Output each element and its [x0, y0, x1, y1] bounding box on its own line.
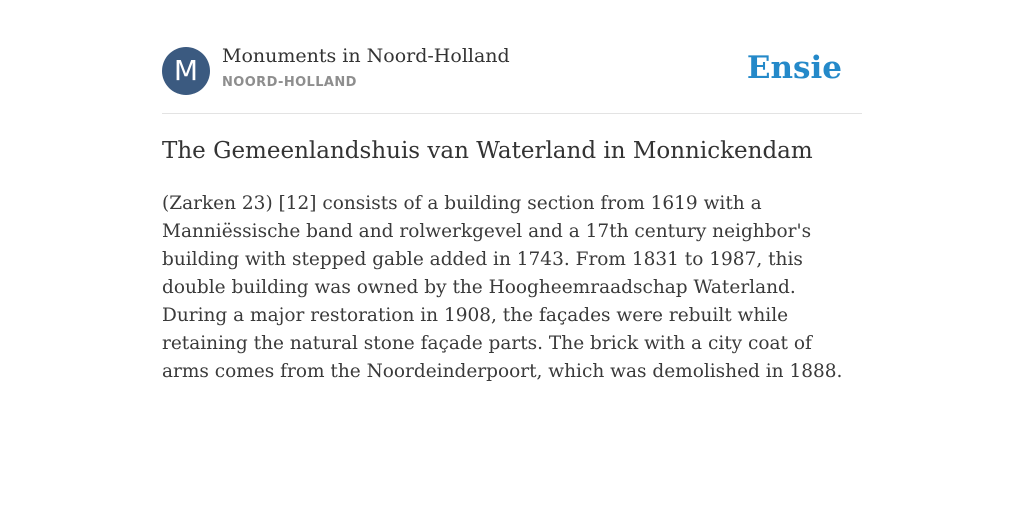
article-body: (Zarken 23) [12] consists of a building section from 1619 with a Manniëssische band and rolwerkgevel and a 17th century neighbor's building with stepped gable added in 1743. From 1831 to 1987, this double building was owned by the Hoogheemraadschap Waterland. During a major restoration in 1908, the façades were rebuilt while retaining the natural stone façade parts. The brick with a city coat of arms comes from the Noordeinderpoort, which was demolished in 1888. — [162, 193, 843, 382]
card-header — [162, 0, 862, 114]
source-subtitle: NOORD-HOLLAND — [222, 75, 357, 90]
avatar[interactable]: M — [162, 47, 210, 95]
ensie-logo[interactable]: Ensie — [746, 50, 842, 86]
source-title[interactable]: Monuments in Noord-Holland — [222, 45, 510, 67]
definition-card — [162, 0, 862, 382]
article-title: The Gemeenlandshuis van Waterland in Monnickendam — [162, 138, 813, 164]
